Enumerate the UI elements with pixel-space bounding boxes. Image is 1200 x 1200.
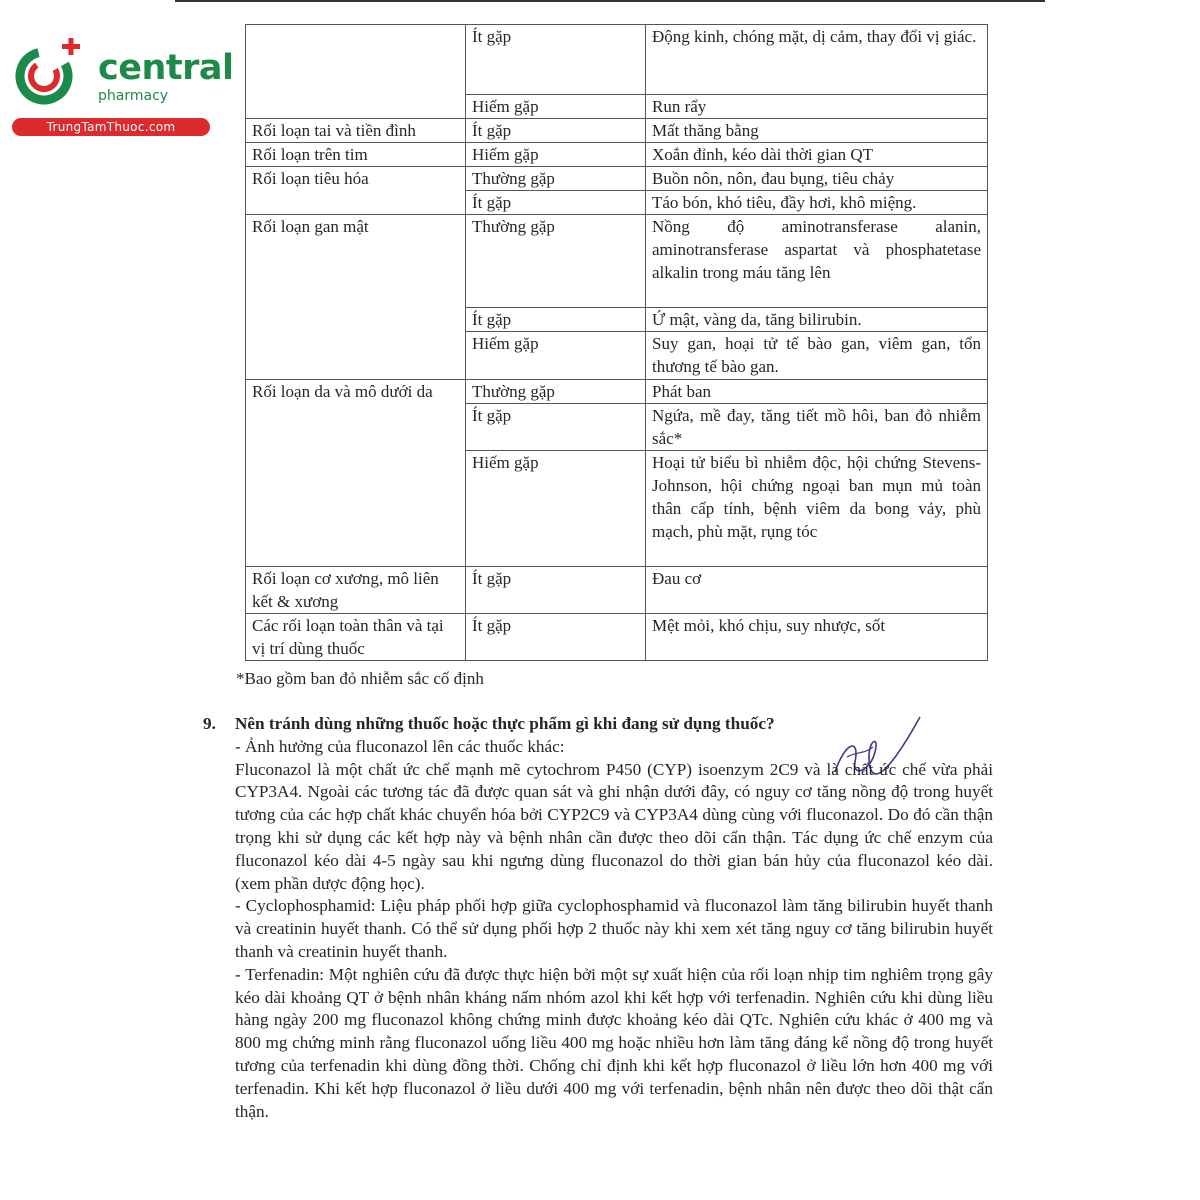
table-row: [246, 380, 988, 404]
frequency-cell: Ít gặp: [466, 614, 646, 661]
table-row: [246, 25, 988, 95]
effect-cell: Buồn nôn, nôn, đau bụng, tiêu chảy: [646, 167, 988, 191]
section-heading: [203, 713, 993, 736]
section-body: [235, 736, 993, 1124]
frequency-cell: Hiếm gặp: [466, 95, 646, 119]
paragraph: - Cyclophosphamid: Liệu pháp phối hợp giữa cyclophosphamid và fluconazol làm tăng bilirubin huyết thanh và creatinin huyết thanh. Có thể sử dụng phối hợp 2 thuốc này khi xem xét tăng nguy cơ tăng bilirubin huyết thanh và creatinin huyết thanh.: [235, 896, 993, 961]
system-cell: Rối loạn trên tim: [246, 143, 466, 167]
effect-cell: Nồng độ aminotransferase alanin, aminotransferase aspartat và phosphatetase alkalin trong máu tăng lên: [646, 215, 988, 308]
brand-logo[interactable]: [10, 38, 234, 138]
table-row: [246, 215, 988, 308]
table-footnote: *Bao gồm ban đỏ nhiễm sắc cố định: [236, 669, 484, 688]
adverse-effects-table: [245, 24, 988, 661]
table-row: [246, 567, 988, 614]
table-row: [246, 119, 988, 143]
table-row: [246, 167, 988, 191]
logo-brand-text: central: [98, 48, 234, 88]
paragraph: Fluconazol là một chất ức chế mạnh mẽ cytochrom P450 (CYP) isoenzym 2C9 và là chất ức chế vừa phải CYP3A4. Ngoài các tương tác đã được quan sát và ghi nhận dưới đây, có nguy cơ tăng nồng độ trong huyết tương của các hợp chất khác chuyển hóa bởi CYP2C9 và CYP3A4 dùng cùng với fluconazol. Do đó cần thận trọng khi sử dụng các kết hợp này và bệnh nhân cần được theo dõi cẩn thận. Tác dụng ức chế enzym của fluconazol kéo dài 4-5 ngày sau khi ngưng dùng fluconazol do thời gian bán hủy của fluconazol kéo dài. (xem phần dược động học).: [235, 759, 993, 893]
effect-cell: Đau cơ: [646, 567, 988, 614]
page-top-rule: [175, 0, 1045, 2]
effect-cell: Mất thăng bằng: [646, 119, 988, 143]
frequency-cell: Hiếm gặp: [466, 143, 646, 167]
effect-cell: Xoắn đỉnh, kéo dài thời gian QT: [646, 143, 988, 167]
effect-cell: Ứ mật, vàng da, tăng bilirubin.: [646, 308, 988, 332]
frequency-cell: Ít gặp: [466, 308, 646, 332]
logo-sub-text: pharmacy: [98, 88, 169, 104]
table-row: [246, 143, 988, 167]
effect-cell: Động kinh, chóng mặt, dị cảm, thay đổi vị giác.: [646, 25, 988, 95]
effect-cell: Suy gan, hoại tử tế bào gan, viêm gan, tổn thương tế bào gan.: [646, 332, 988, 380]
frequency-cell: Thường gặp: [466, 167, 646, 191]
frequency-cell: Hiếm gặp: [466, 451, 646, 567]
effect-cell: Hoại tử biểu bì nhiễm độc, hội chứng Stevens-Johnson, hội chứng ngoại ban mụn mủ toàn thân cấp tính, bệnh viêm da bong vảy, phù mạch, phù mặt, rụng tóc: [646, 451, 988, 567]
system-cell: Rối loạn da và mô dưới da: [246, 380, 466, 567]
logo-url-badge: TrungTamThuoc.com: [12, 118, 210, 136]
system-cell: Các rối loạn toàn thân và tại vị trí dùng thuốc: [246, 614, 466, 661]
frequency-cell: Ít gặp: [466, 119, 646, 143]
section-title: Nên tránh dùng những thuốc hoặc thực phẩm gì khi đang sử dụng thuốc?: [235, 714, 775, 733]
frequency-cell: Ít gặp: [466, 404, 646, 451]
system-cell: Rối loạn tai và tiền đình: [246, 119, 466, 143]
effect-cell: Táo bón, khó tiêu, đầy hơi, khô miệng.: [646, 191, 988, 215]
frequency-cell: Thường gặp: [466, 380, 646, 404]
effect-cell: Phát ban: [646, 380, 988, 404]
effect-cell: Mệt mỏi, khó chịu, suy nhược, sốt: [646, 614, 988, 661]
frequency-cell: Hiếm gặp: [466, 332, 646, 380]
effect-cell: Run rẩy: [646, 95, 988, 119]
section-number: 9.: [203, 714, 216, 733]
frequency-cell: Thường gặp: [466, 215, 646, 308]
paragraph: - Terfenadin: Một nghiên cứu đã được thực hiện bởi một sự xuất hiện của rối loạn nhịp tim nghiêm trọng gây kéo dài khoảng QT ở bệnh nhân kháng nấm nhóm azol khi kết hợp với terfenadin. Nghiên cứu khi dùng liều hàng ngày 200 mg fluconazol không chứng minh được khoảng kéo dài QTc. Nghiên cứu khác ở 400 mg và 800 mg chứng minh rằng fluconazol uống liều 400 mg hoặc nhiều hơn làm tăng đáng kể nồng độ trong huyết tương của terfenadin khi dùng đồng thời. Chống chỉ định khi kết hợp fluconazol ở liều lớn hơn 400 mg với terfenadin. Khi kết hợp fluconazol ở liều dưới 400 mg với terfenadin, bệnh nhân nên được theo dõi thật cẩn thận.: [235, 964, 993, 1121]
frequency-cell: Ít gặp: [466, 25, 646, 95]
frequency-cell: Ít gặp: [466, 567, 646, 614]
system-cell: Rối loạn tiêu hóa: [246, 167, 466, 215]
system-cell: Rối loạn cơ xương, mô liên kết & xương: [246, 567, 466, 614]
paragraph: - Ảnh hưởng của fluconazol lên các thuốc khác:: [235, 736, 565, 756]
section-9: [203, 713, 993, 1123]
frequency-cell: Ít gặp: [466, 191, 646, 215]
table-row: [246, 614, 988, 661]
effect-cell: Ngứa, mề đay, tăng tiết mồ hôi, ban đỏ nhiễm sắc*: [646, 404, 988, 451]
system-cell: [246, 25, 466, 119]
system-cell: Rối loạn gan mật: [246, 215, 466, 380]
central-logo-icon: [10, 38, 90, 108]
